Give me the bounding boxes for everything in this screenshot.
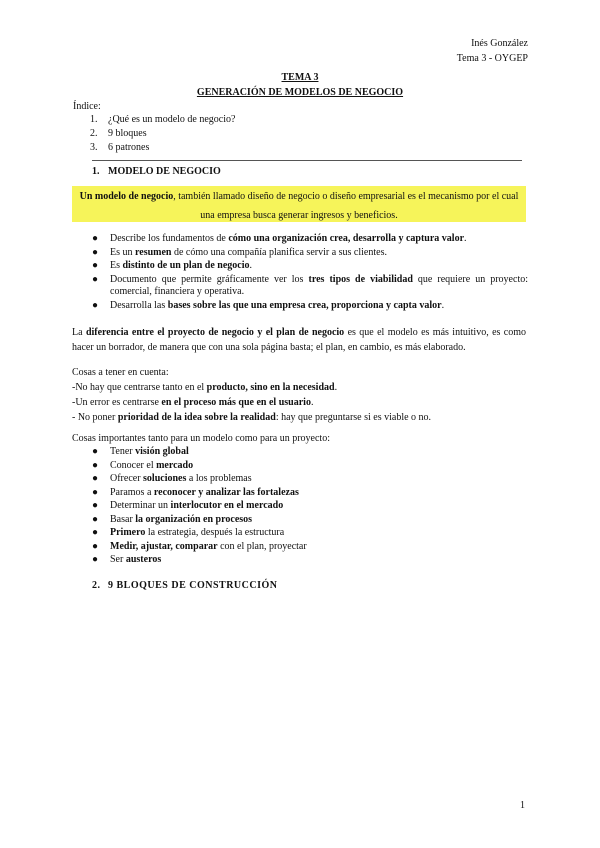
definition-highlight: Un modelo de negocio, también llamado diseño de negocio o diseño empresarial es el mecanismo por el cual una empresa busca generar ingresos y beneficios.	[72, 186, 526, 222]
consideration-line: -Un error es centrarse en el proceso más que en el usuario.	[72, 397, 314, 408]
considerations-label: Cosas a tener en cuenta:	[72, 367, 169, 378]
subject-label: Tema 3 - OYGEP	[456, 53, 528, 64]
section-heading-2: 2. 9 BLOQUES DE CONSTRUCCIÓN	[92, 580, 278, 591]
list-item: ● Desarrolla las bases sobre las que una empresa crea, proporciona y capta valor.	[92, 299, 445, 311]
page-header	[457, 36, 528, 66]
bullet-list-definition	[92, 233, 528, 313]
list-item: ● Primero la estrategia, después la estructura	[92, 527, 285, 538]
index-label: Índice:	[73, 101, 101, 112]
considerations-block	[72, 366, 431, 424]
list-item: ● Es distinto de un plan de negocio.	[92, 260, 252, 271]
author-name: Inés González	[471, 38, 528, 49]
index-list	[90, 113, 235, 155]
list-item: ● Basar la organización en procesos	[92, 513, 253, 525]
section-heading-1: 1. MODELO DE NEGOCIO	[92, 166, 221, 177]
document-title: GENERACIÓN DE MODELOS DE NEGOCIO	[196, 87, 404, 98]
index-item: 2. 9 bloques	[90, 128, 147, 139]
list-item: ● Describe los fundamentos de cómo una organización crea, desarrolla y captura valor.	[92, 233, 467, 244]
list-item: ● Paramos a reconocer y analizar las fortalezas	[92, 486, 299, 498]
bullet-list-important	[92, 446, 528, 568]
list-item: ● Tener visión global	[92, 446, 189, 457]
consideration-line: -No hay que centrarse tanto en el producto, sino en la necesidad.	[72, 382, 338, 393]
index-item: 1. ¿Qué es un modelo de negocio?	[90, 114, 236, 125]
list-item: ● Medir, ajustar, comparar con el plan, proyectar	[92, 540, 307, 552]
consideration-line: - No poner prioridad de la idea sobre la realidad: hay que preguntarse si es viable o no.	[72, 412, 432, 423]
difference-paragraph: La diferencia entre el proyecto de negocio y el plan de negocio es que el modelo es más intuitivo, es como hacer un borrador, de manera que con una sola página basta; el plan, en cambio, es más elaborado.	[72, 327, 527, 353]
list-item: ● Es un resumen de cómo una compañía planifica servir a sus clientes.	[92, 246, 387, 258]
page-number: 1	[520, 800, 525, 811]
index-item: 3. 6 patrones	[90, 142, 150, 153]
important-things-label: Cosas importantes tanto para un modelo como para un proyecto:	[72, 433, 330, 444]
list-item: ● Conocer el mercado	[92, 459, 194, 471]
list-item: ● Ser austeros	[92, 554, 162, 565]
list-item: ● Determinar un interlocutor en el mercado	[92, 500, 284, 511]
divider	[92, 160, 522, 161]
list-item: ● Ofrecer soluciones a los problemas	[92, 473, 252, 484]
topic-number: TEMA 3	[281, 72, 319, 83]
list-item: ● Documento que permite gráficamente ver los tres tipos de viabilidad que requiere un proyecto: comercial, financiera y operativa.	[92, 273, 528, 297]
